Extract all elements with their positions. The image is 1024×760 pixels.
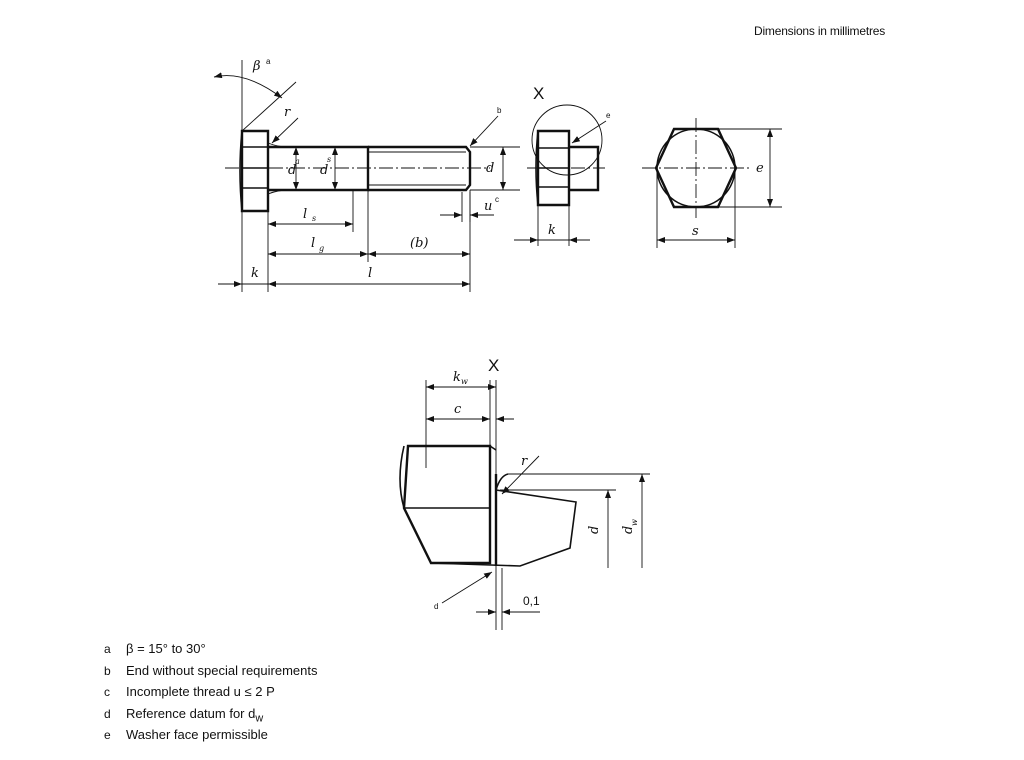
footnote-item [104, 724, 318, 746]
dw-sub: w [630, 519, 639, 526]
k-label: k [251, 266, 259, 281]
footnote-subscript: w [255, 712, 264, 725]
footnote-key: b [104, 663, 111, 678]
bolt-side-view [214, 57, 520, 292]
c-label: c [454, 402, 462, 417]
ds-sub: s [327, 155, 332, 164]
b-label: (b) [410, 236, 429, 251]
detail-x-view [400, 356, 650, 630]
footnote-item [104, 638, 318, 660]
footnote-item [104, 660, 318, 682]
footnote-key: c [104, 685, 110, 699]
bolt-shank-outline [268, 147, 368, 190]
u-label: u [484, 199, 493, 214]
datum-note-ref: d [434, 602, 439, 611]
footnote-text: Washer face permissible [126, 727, 268, 742]
end-note-ref: b [497, 106, 502, 115]
footnote-text: Reference datum for d [126, 705, 256, 721]
s-label: s [692, 224, 699, 239]
detail-circle [532, 105, 602, 175]
detail-r-label: r [521, 454, 528, 469]
ds-label: d [320, 163, 329, 178]
da-sub: a [295, 157, 300, 166]
gap-label: 0,1 [523, 594, 540, 608]
l-label: l [368, 266, 373, 281]
r-label: r [284, 105, 291, 120]
ls-sub: s [312, 214, 317, 223]
d-label: d [486, 161, 495, 176]
footnote-item [104, 703, 318, 725]
footnote-item [104, 681, 318, 703]
bolt-head-outline [242, 131, 268, 211]
detail-x-label: X [488, 356, 500, 375]
washer-note-ref: e [606, 111, 611, 120]
hex-end-view [642, 118, 782, 248]
head-side-view [514, 84, 611, 246]
kw-label: k [453, 370, 461, 385]
detail-head-outline [404, 446, 490, 563]
lg-label: l [311, 236, 316, 251]
beta-note-ref: a [266, 57, 271, 66]
footnote-text: β = 15° to 30° [126, 641, 206, 656]
lg-sub: g [319, 244, 325, 253]
u-note-ref: c [495, 195, 499, 204]
ls-label: l [303, 207, 308, 222]
footnote-text: Incomplete thread u ≤ 2 P [126, 684, 275, 699]
thread-outline [368, 147, 470, 190]
footnotes [104, 638, 318, 746]
footnote-key: e [104, 728, 111, 742]
dw-label: d [621, 525, 636, 534]
units-note: Dimensions in millimetres [754, 24, 886, 38]
kw-sub: w [461, 377, 468, 386]
footnote-key: a [104, 642, 111, 656]
footnote-key: d [104, 706, 111, 721]
footnote-text: End without special requirements [126, 662, 318, 678]
head-k-label: k [548, 223, 556, 238]
da-label: d [288, 163, 297, 178]
detail-da-label: d [587, 525, 602, 534]
e-label: e [756, 161, 764, 176]
view-x-label: X [533, 84, 545, 103]
beta-label: β [253, 59, 261, 74]
